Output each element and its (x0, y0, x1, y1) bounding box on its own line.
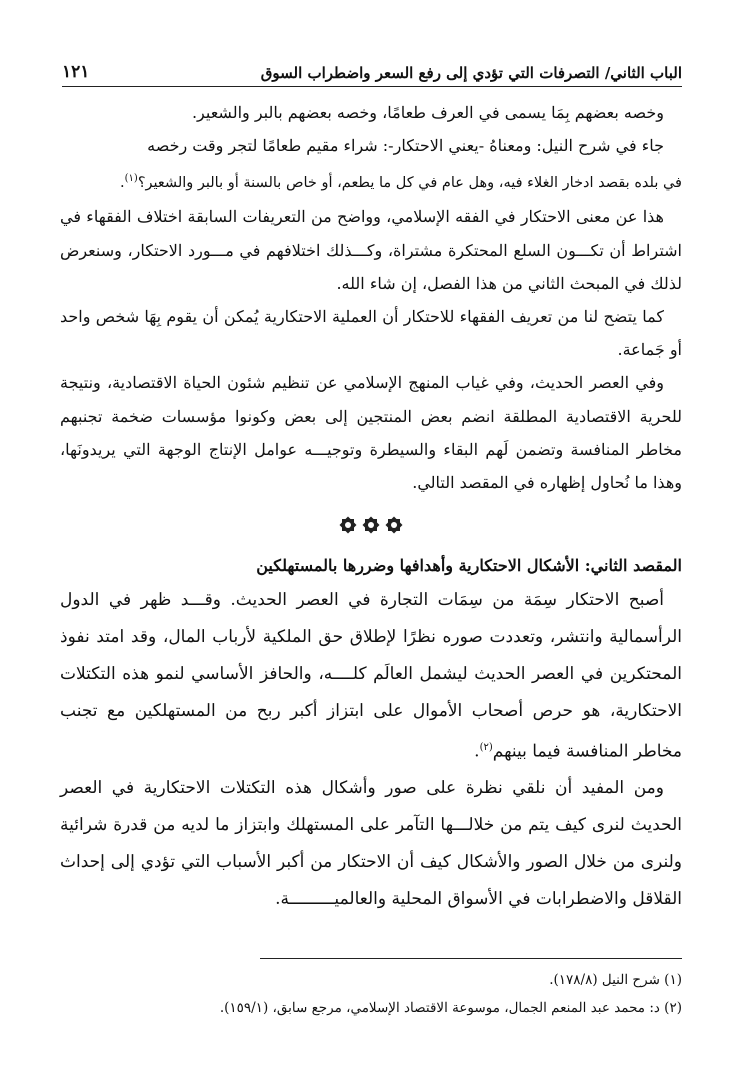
main-text (60, 96, 682, 917)
paragraph-continuation: في بلده بقصد ادخار الغلاء فيه، وهل عام في كل ما يطعم، أو خاص بالسنة أو بالبر والشعير؟$^{(١)}$. (120, 173, 682, 192)
paragraph: أصبح الاحتكار سِمَة من سِمَات التجارة في العصر الحديث. وقـــد ظهر في الدول الرأسمالية وانتشر، وتعددت صوره نظرًا لإطلاق حق الملكية لأرباب المال، وقد امتد نفوذ المحتكرين في العصر الحديث ليشمل العالَم كلــــه، والحافز الأساسي لنمو هذه التكتلات الاحتكارية، هو حرص أصحاب الأموال على ابتزاز أكبر ربح من المستهلكين مع تجنب مخاطر المنافسة فيما بينهم$^{(٢)}$. (60, 590, 682, 762)
paragraph-text: في بلده بقصد ادخار الغلاء فيه، وهل عام في كل ما يطعم، أو خاص بالسنة أو بالبر والشعير؟ (137, 175, 682, 192)
section-heading: المقصد الثاني: الأشكال الاحتكارية وأهدافها وضررها بالمستهلكين (256, 556, 682, 576)
paragraph: جاء في شرح النيل: ومعناهُ -يعني الاحتكار-: شراء مقيم طعامًا لتجر وقت رخصه (147, 136, 664, 156)
paragraph: وفي العصر الحديث، وفي غياب المنهج الإسلامي عن تنظيم شئون الحياة الاقتصادية، ونتيجة للحرية الاقتصادية المطلقة انضم بعض المنتجين إلى بعض وكونوا مؤسسات ضخمة تجنبهم مخاطر المنافسة وتضمن لَهم البقاء والسيطرة وتوجيـــه عوامل الإنتاج الوجهة التي يريدونَها، وهذا ما نُحاول إظهاره في المقصد التالي. (60, 373, 682, 493)
chapter-title: الباب الثاني/ التصرفات التي تؤدي إلى رفع السعر واضطراب السوق (260, 64, 682, 82)
paragraph: وخصه بعضهم بِمَا يسمى في العرف طعامًا، وخصه بعضهم بالبر والشعير. (191, 103, 664, 122)
star-ornament-icon (361, 513, 381, 533)
star-ornament-icon (384, 513, 404, 533)
paragraph: هذا عن معنى الاحتكار في الفقه الإسلامي، وواضح من التعريفات السابقة اختلاف الفقهاء في اشتراط أن تكـــون السلع المحتكرة مشتراة، وكـــذلك اختلافهم في مـــورد الاحتكار، وسنعرض لذلك في المبحث الثاني من هذا الفصل، إن شاء الله. (60, 207, 682, 293)
footnote-mark: (١) (124, 173, 138, 185)
paragraph-text: أصبح الاحتكار سِمَة من سِمَات التجارة في العصر الحديث. وقـــد ظهر في الدول الرأسمالية وانتشر، وتعددت صوره نظرًا لإطلاق حق الملكية لأرباب المال، وقد امتد نفوذ المحتكرين في العصر الحديث ليشمل العالَم كلــــه، والحافز الأساسي لنمو هذه التكتلات الاحتكارية، هو حرص أصحاب الأموال على ابتزاز أكبر ربح من المستهلكين مع تجنب مخاطر المنافسة فيما بينهم (60, 590, 682, 762)
footnote-separator (260, 958, 682, 959)
footnote: (٢) د: محمد عبد المنعم الجمال، موسوعة الاقتصاد الإسلامي، مرجع سابق، (١٥٩/١). (219, 1000, 682, 1016)
page-number: ١٢١ (62, 62, 90, 82)
footnote: (١) شرح النيل (١٧٨/٨). (549, 972, 682, 988)
section-divider (60, 503, 682, 543)
paragraph: ومن المفيد أن نلقي نظرة على صور وأشكال هذه التكتلات الاحتكارية في العصر الحديث لنرى كيف يتم من خلالـــها التآمر على المستهلك وابتزاز ما لديه من قدرة شرائية ولنرى من خلال الصور والأشكال كيف أن الاحتكار من أكبر الأسباب التي تؤدي إلى إحداث القلاقل والاضطرابات في الأسواق المحلية والعالميـــــــــة. (60, 778, 682, 909)
footnote-mark: (٢) (479, 741, 493, 753)
running-header (62, 50, 682, 87)
star-ornament-icon (338, 513, 358, 533)
paragraph: كما يتضح لنا من تعريف الفقهاء للاحتكار أن العملية الاحتكارية يُمكن أن يقوم بِهَا شخص واحد أو جَماعة. (60, 307, 682, 360)
footnotes (60, 966, 682, 1022)
